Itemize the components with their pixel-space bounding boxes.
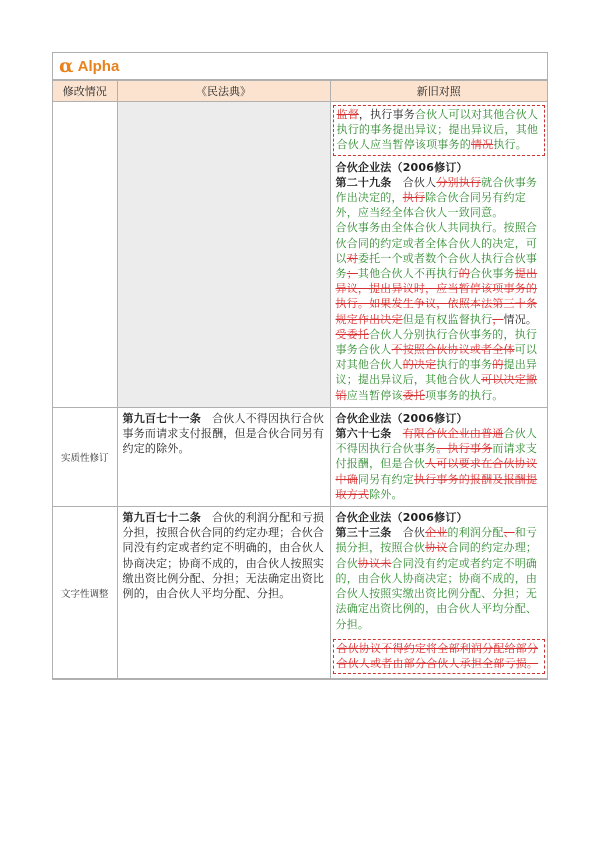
row2-civil-cell: 第九百七十一条 合伙人不得因执行合伙事务而请求支付报酬，但是合伙合同另有约定的除外。 [117,407,330,506]
row3-new-law-title: 合伙企业法（2006修订） [335,511,468,525]
row3-article-33: 第三十三条 合伙企业的利润分配、和亏损分担，按照合伙协议合同的约定办理；合伙协议未合同没有约定或者约定不明确的，由合伙人协商决定；协商不成的，由合伙人按照实缴出资比例分配、分担；无法确定出资比例的，由合伙人平均分配、分担。 [335,526,538,631]
row1-article-29-p3: 受委托合伙人分别执行合伙事务的，执行事务合伙人不按照合伙协议或者全体可以对其他合伙人的决定执行的事务的提出异议；提出异议后，其他合伙人可以决定撤销应当暂停该委托项事务的执行。 [335,327,538,402]
header-change-type: 修改情况 [53,81,117,102]
row3-comparison-cell [330,507,547,679]
row1-article-29: 第二十九条 合伙人分别执行就合伙事务作出决定的，执行除合伙合同另有约定外，应当经全体合伙人一致同意。 [335,175,538,220]
row2-new-law-title: 合伙企业法（2006修订） [335,411,468,425]
row1-civil-cell [117,102,330,408]
row1-change-box: 监督，执行事务合伙人可以对其他合伙人执行的事务提出异议；提出异议后，其他合伙人应当暂停该项事务的情况执行。 [333,105,546,156]
row2-label: 实质性修订 [53,407,117,506]
brand-name: Alpha [77,57,120,75]
row2-comparison-cell [330,407,547,506]
table-header-row [53,81,547,102]
table-row [53,407,547,506]
header-comparison: 新旧对照 [330,81,547,102]
row1-comparison-cell [330,102,547,408]
row2-article-67: 第六十七条 有限合伙企业由普通合伙人不得因执行合伙事务。执行事务而请求支付报酬，但是合伙人可以要求在合伙协议中确同另有约定执行事务的报酬及报酬提取方式除外。 [335,427,538,501]
brand-header [53,53,547,80]
row3-label: 文字性调整 [53,507,117,679]
row1-article-29-p2: 合伙事务由全体合伙人共同执行。按照合伙合同的约定或者全体合伙人的决定，可以对委托一个或者数个合伙人执行合伙事务；其他合伙人不再执行的合伙事务提出异议，提出异议时，应当暂停该项事务的执行。如果发生争议，依照本法第三十条规定作出决定但是有权监督执行，情况。 [335,221,538,326]
table-row [53,507,547,679]
header-civil-code: 《民法典》 [117,81,330,102]
table-row [53,102,547,408]
row3-removed-box [333,639,546,674]
row3-civil-cell: 第九百七十二条 合伙的利润分配和亏损分担，按照合伙合同的约定办理；合伙合同没有约定或者约定不明确的，由合伙人协商决定；协商不成的，由合伙人按照实缴出资比例分配、分担；无法确定出资比例的，由合伙人平均分配、分担。 [117,507,330,679]
row3-removed-text: 合伙协议不得约定将全部利润分配给部分合伙人或者由部分合伙人承担全部亏损。 [336,641,539,670]
comparison-table [53,80,547,679]
row1-new-law-title: 合伙企业法（2006修订） [335,160,468,174]
alpha-logo-icon: α [59,54,74,77]
row1-label [53,102,117,408]
comparison-document [52,52,548,680]
